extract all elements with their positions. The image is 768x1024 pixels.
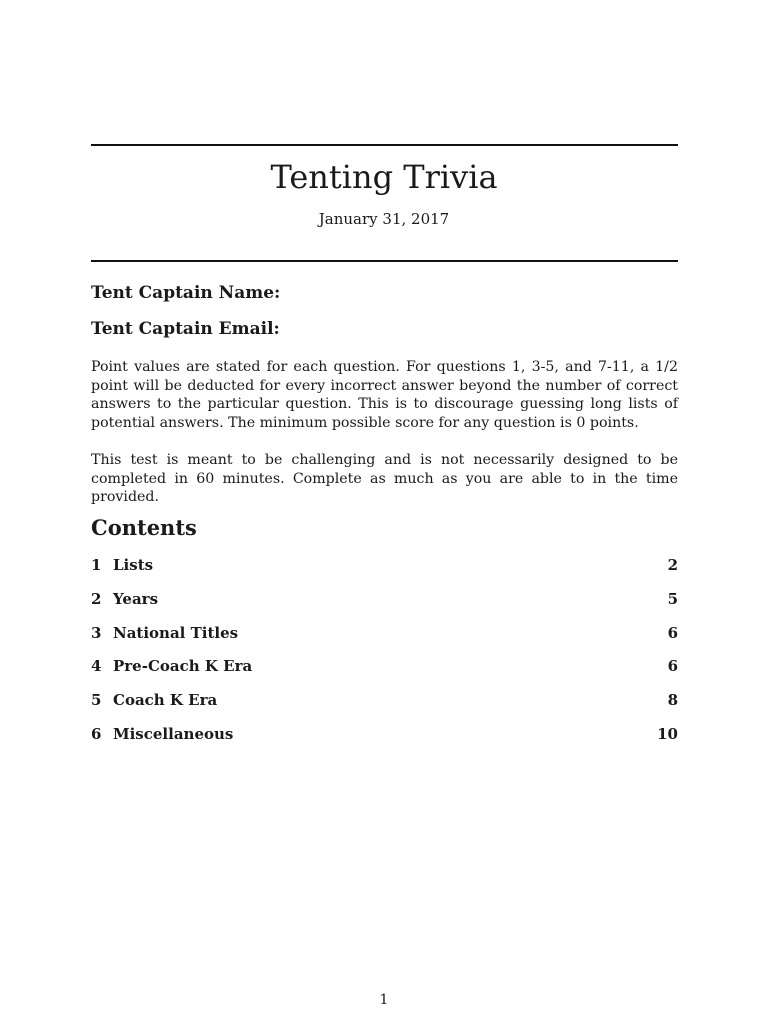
title-rule-top — [91, 144, 678, 146]
toc-item-page: 8 — [667, 691, 678, 710]
toc-item-title: National Titles — [113, 623, 239, 642]
toc-item-title: Coach K Era — [113, 691, 218, 710]
toc-item-national-titles[interactable] — [91, 622, 678, 656]
toc-item-number: 2 — [91, 589, 102, 608]
toc-item-number: 3 — [91, 623, 102, 642]
toc-item-page: 2 — [667, 556, 678, 574]
toc-item-number: 1 — [91, 556, 102, 574]
toc-item-page: 10 — [657, 724, 678, 743]
toc-item-number: 6 — [91, 724, 102, 743]
contents-heading: Contents — [91, 515, 197, 540]
title-rule-bottom — [91, 260, 678, 262]
toc-item-lists[interactable] — [91, 554, 678, 588]
toc-item-title: Years — [113, 589, 159, 608]
document-date: January 31, 2017 — [318, 210, 450, 228]
table-of-contents — [91, 554, 678, 757]
page-number: 1 — [379, 992, 389, 1008]
toc-item-years[interactable] — [91, 588, 678, 622]
instructions-paragraph-2: This test is meant to be challenging and is not necessarily designed to be completed in 60 minutes. Complete as much as you are able to in the time provided. — [91, 452, 678, 506]
toc-item-miscellaneous[interactable] — [91, 723, 678, 757]
toc-item-title: Miscellaneous — [113, 724, 234, 743]
toc-item-page: 6 — [667, 623, 678, 642]
toc-item-number: 5 — [91, 691, 102, 710]
captain-name-label: Tent Captain Name: — [91, 283, 281, 303]
toc-item-page: 5 — [667, 589, 678, 608]
toc-item-pre-coach-k-era[interactable] — [91, 655, 678, 689]
toc-item-page: 6 — [667, 657, 678, 676]
toc-item-coach-k-era[interactable] — [91, 689, 678, 723]
toc-item-number: 4 — [91, 657, 102, 676]
toc-item-title: Lists — [113, 556, 154, 574]
toc-item-title: Pre-Coach K Era — [113, 657, 253, 676]
captain-email-label: Tent Captain Email: — [91, 319, 280, 339]
instructions-paragraph-1: Point values are stated for each question. For questions 1, 3-5, and 7-11, a 1/2 point will be deducted for every incorrect answer beyond the number of correct answers to the particular question. This is to discourage guessing long lists of potential answers. The minimum possible score for any question is 0 points. — [91, 359, 678, 431]
document-title: Tenting Trivia — [270, 158, 498, 196]
